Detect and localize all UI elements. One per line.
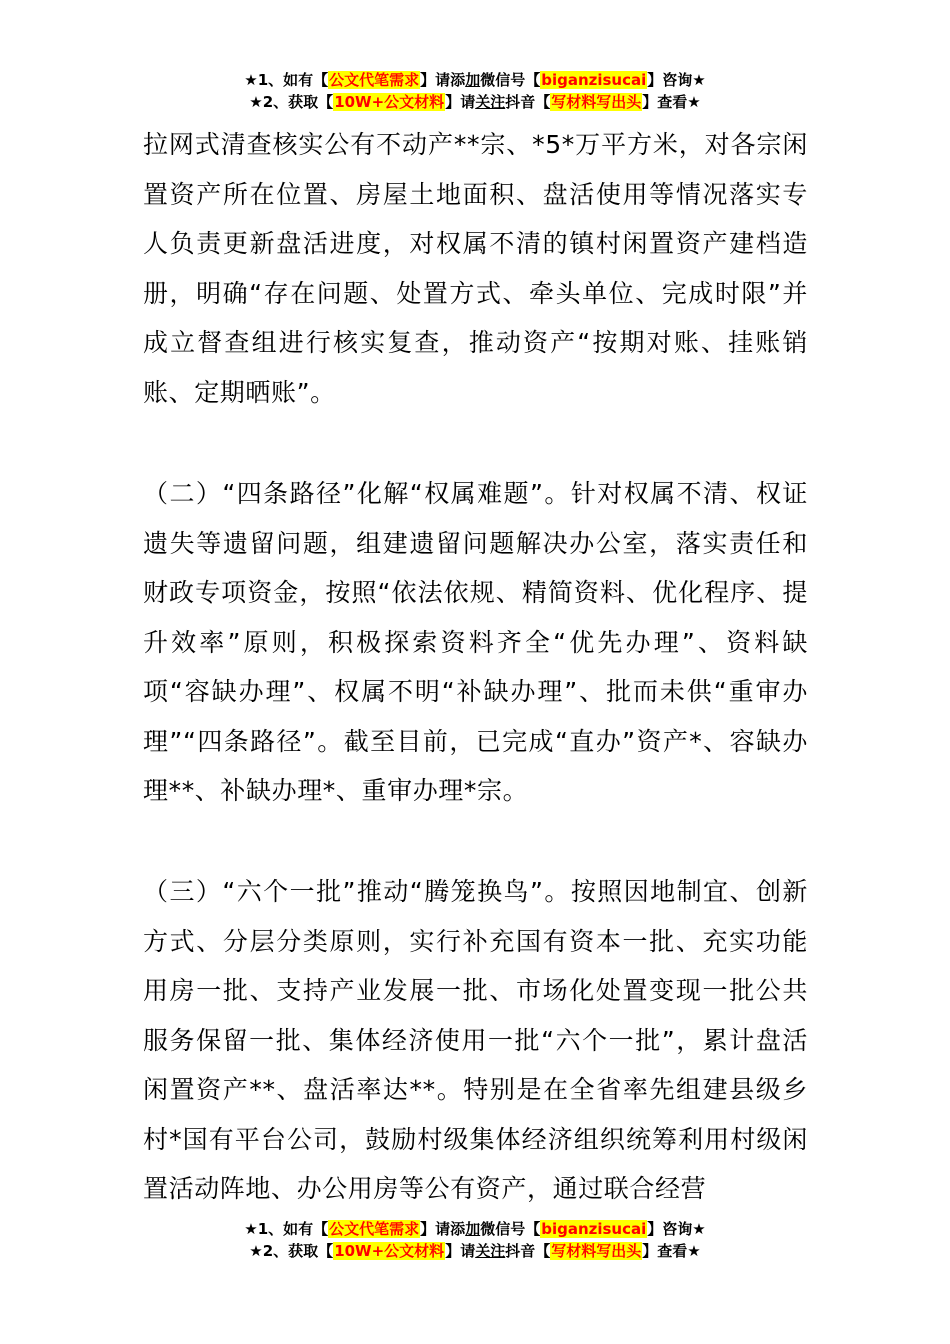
banner-text: 抖音【 (505, 1242, 551, 1260)
banner-text: 】请添 (420, 71, 466, 89)
banner-highlight: 公文代笔需求 (329, 71, 420, 89)
banner-highlight: biganzisucai (541, 71, 647, 89)
banner-text: 】请 (445, 1242, 476, 1260)
banner-text: 】查看★ (642, 93, 701, 111)
banner-underlined-text: 加 (465, 71, 481, 89)
banner-text: 】请 (445, 93, 476, 111)
bottom-banner (0, 1218, 950, 1262)
banner-text: ★2、获取【 (249, 93, 334, 111)
banner-highlight: 10W+公文材料 (334, 1242, 445, 1260)
banner-highlight: 写材料写出头 (551, 1242, 642, 1260)
banner-text: 】查看★ (642, 1242, 701, 1260)
banner-text: 】咨询★ (647, 71, 706, 89)
banner-line-1 (0, 1218, 950, 1240)
banner-text: 】咨询★ (647, 1220, 706, 1238)
banner-text: ★1、如有【 (244, 71, 329, 89)
banner-highlight: 写材料写出头 (551, 93, 642, 111)
top-banner (0, 69, 950, 113)
body-paragraph-2: （二）“四条路径”化解“权属难题”。针对权属不清、权证遗失等遗留问题，组建遗留问题解决办公室，落实责任和财政专项资金，按照“依法依规、精简资料、优化程序、提升效率”原则，积极探索资料齐全“优先办理”、资料缺项“容缺办理”、权属不明“补缺办理”、批而未供“重审办理”“四条路径”。截至目前，已完成“直办”资产*、容缺办理**、补缺办理*、重审办理*宗。 (143, 479, 808, 805)
body-paragraph-1: 拉网式清查核实公有不动产**宗、*5*万平方米，对各宗闲置资产所在位置、房屋土地面积、盘活使用等情况落实专人负责更新盘活进度，对权属不清的镇村闲置资产建档造册，明确“存在问题、处置方式、牵头单位、完成时限”并成立督查组进行核实复查，推动资产“按期对账、挂账销账、定期晒账”。 (143, 130, 808, 407)
banner-highlight: 公文代笔需求 (329, 1220, 420, 1238)
banner-line-1 (0, 69, 950, 91)
banner-highlight: biganzisucai (541, 1220, 647, 1238)
banner-text: ★2、获取【 (249, 1242, 334, 1260)
banner-underlined-text: 关注 (475, 1242, 506, 1260)
banner-underlined-text: 加 (465, 1220, 481, 1238)
banner-text: 微信号【 (480, 1220, 541, 1238)
banner-highlight: 10W+公文材料 (334, 93, 445, 111)
banner-text: ★1、如有【 (244, 1220, 329, 1238)
banner-underlined-text: 关注 (475, 93, 506, 111)
banner-text: 微信号【 (480, 71, 541, 89)
banner-text: 抖音【 (505, 93, 551, 111)
banner-line-2 (0, 1240, 950, 1262)
banner-text: 】请添 (420, 1220, 466, 1238)
body-paragraph-3: （三）“六个一批”推动“腾笼换鸟”。按照因地制宜、创新方式、分层分类原则，实行补充国有资本一批、充实功能用房一批、支持产业发展一批、市场化处置变现一批公共服务保留一批、集体经济使用一批“六个一批”，累计盘活闲置资产**、盘活率达**。特别是在全省率先组建县级乡村*国有平台公司，鼓励村级集体经济组织统筹利用村级闲置活动阵地、办公用房等公有资产，通过联合经营 (143, 877, 808, 1203)
banner-line-2 (0, 91, 950, 113)
